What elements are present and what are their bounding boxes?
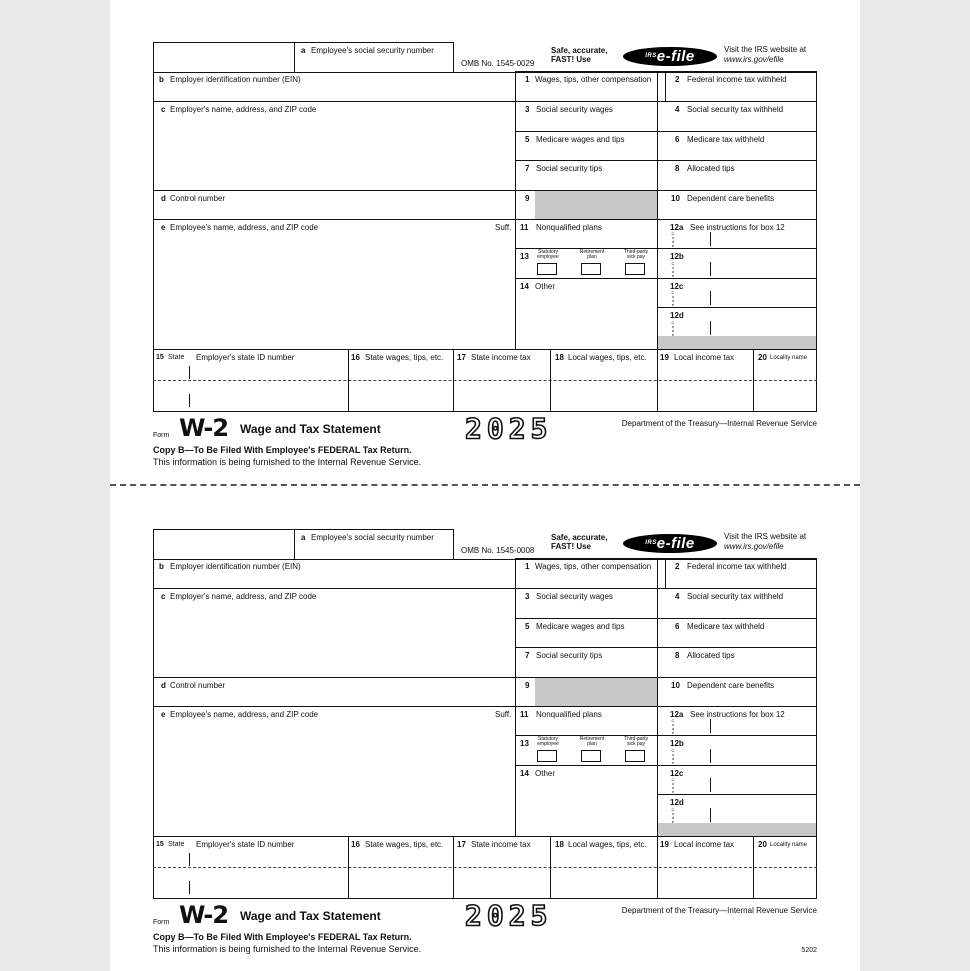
- furnished-irs-text: This information is being furnished to the Internal Revenue Service.: [153, 457, 422, 467]
- third-party-sick-pay-label: Third-party sick pay: [623, 736, 649, 747]
- box-2-number: 2: [675, 562, 680, 571]
- form-word: Form: [153, 919, 170, 926]
- box-14-number: 14: [520, 769, 529, 778]
- box-12d-code-label: C o d e: [671, 807, 675, 824]
- box-13-number: 13: [520, 252, 529, 261]
- box-6-number: 6: [675, 622, 680, 631]
- box-c-letter: c: [161, 592, 166, 601]
- visit-irs-text: Visit the IRS website at: [724, 532, 807, 541]
- box-19-number: 19: [660, 840, 669, 849]
- third-party-sick-pay-label: Third-party sick pay: [623, 249, 649, 260]
- box-18-label: Local wages, tips, etc.: [568, 353, 647, 362]
- tax-year: 2025: [465, 899, 553, 932]
- box-15-number: 15: [156, 841, 164, 848]
- retirement-plan-checkbox[interactable]: [581, 750, 601, 762]
- box-20-number: 20: [758, 353, 767, 362]
- box-e-letter: e: [161, 223, 166, 232]
- box-5-label: Medicare wages and tips: [536, 622, 625, 631]
- box-e-letter: e: [161, 710, 166, 719]
- box-a-letter: a: [301, 533, 306, 542]
- form-word: Form: [153, 432, 170, 439]
- statutory-employee-checkbox[interactable]: [537, 263, 557, 275]
- box-19-label: Local income tax: [674, 840, 735, 849]
- efile-irs-text: IRS: [645, 540, 657, 546]
- box-10-label: Dependent care benefits: [687, 681, 775, 690]
- box-20-label: Locality name: [770, 355, 808, 361]
- box-4-number: 4: [675, 105, 680, 114]
- box-5-label: Medicare wages and tips: [536, 135, 625, 144]
- box-12d-number: 12d: [670, 311, 684, 320]
- box-14-number: 14: [520, 282, 529, 291]
- box-3-label: Social security wages: [536, 592, 613, 601]
- box-12a-label: See instructions for box 12: [690, 223, 785, 232]
- box-5-number: 5: [525, 135, 530, 144]
- box-16-label: State wages, tips, etc.: [365, 353, 444, 362]
- box-6-number: 6: [675, 135, 680, 144]
- box-18-label: Local wages, tips, etc.: [568, 840, 647, 849]
- box-a-label: Employee's social security number: [311, 533, 434, 542]
- box-10-number: 10: [671, 194, 680, 203]
- box-17-label: State income tax: [471, 353, 531, 362]
- wage-tax-statement-title: Wage and Tax Statement: [240, 909, 381, 923]
- box-14-label: Other: [535, 769, 556, 778]
- irs-efile-logo: [623, 47, 717, 66]
- box-1-label: Wages, tips, other compensation: [535, 562, 652, 571]
- box-12d-number: 12d: [670, 798, 684, 807]
- box-19-number: 19: [660, 353, 669, 362]
- box-4-label: Social security tax withheld: [687, 105, 784, 114]
- box-b-letter: b: [159, 562, 164, 571]
- statutory-employee-label: Statutory employee: [537, 736, 559, 747]
- box-7-label: Social security tips: [536, 164, 603, 173]
- box-12a-code-label: C o d e: [671, 231, 675, 248]
- box-17-label: State income tax: [471, 840, 531, 849]
- safe-accurate-text: Safe, accurate,: [551, 533, 608, 542]
- box-d-label: Control number: [170, 681, 226, 690]
- irs-url: www.irs.gov/efile: [724, 55, 784, 64]
- statutory-employee-checkbox[interactable]: [537, 750, 557, 762]
- department-treasury-text: Department of the Treasury—Internal Revenue Service: [621, 419, 817, 428]
- box-11-number: 11: [520, 710, 529, 719]
- box-1-number: 1: [525, 75, 530, 84]
- box-4-label: Social security tax withheld: [687, 592, 784, 601]
- box-17-number: 17: [457, 840, 466, 849]
- box-12a-label: See instructions for box 12: [690, 710, 785, 719]
- box-16-label: State wages, tips, etc.: [365, 840, 444, 849]
- omb-number: OMB No. 1545-0029: [461, 59, 535, 68]
- box-b-label: Employer identification number (EIN): [170, 75, 301, 84]
- efile-irs-text: IRS: [645, 53, 657, 59]
- copy-b-text: Copy B—To Be Filed With Employee's FEDERAL Tax Return.: [153, 932, 412, 942]
- box-1-label: Wages, tips, other compensation: [535, 75, 652, 84]
- box-16-number: 16: [351, 353, 360, 362]
- suffix-label: Suff.: [495, 223, 512, 232]
- third-party-sick-pay-checkbox[interactable]: [625, 750, 645, 762]
- box-9-number: 9: [525, 681, 530, 690]
- box-15-label: State: [168, 841, 185, 848]
- box-12b-number: 12b: [670, 252, 684, 261]
- box-b-label: Employer identification number (EIN): [170, 562, 301, 571]
- box-c-letter: c: [161, 105, 166, 114]
- safe-accurate-text: Safe, accurate,: [551, 46, 608, 55]
- box-12a-number: 12a: [670, 223, 684, 232]
- box-a-label: Employee's social security number: [311, 46, 434, 55]
- box-12c-code-label: C o d e: [671, 777, 675, 794]
- box-b-letter: b: [159, 75, 164, 84]
- box-10-number: 10: [671, 681, 680, 690]
- state-id-label: Employer's state ID number: [196, 353, 295, 362]
- box-10-label: Dependent care benefits: [687, 194, 775, 203]
- box-12c-number: 12c: [670, 282, 684, 291]
- retirement-plan-label: Retirement plan: [579, 249, 605, 260]
- box-d-label: Control number: [170, 194, 226, 203]
- box-3-number: 3: [525, 105, 530, 114]
- box-18-number: 18: [555, 353, 564, 362]
- box-12c-number: 12c: [670, 769, 684, 778]
- box-e-label: Employee's name, address, and ZIP code: [170, 710, 319, 719]
- visit-irs-text: Visit the IRS website at: [724, 45, 807, 54]
- w2-form-2: [153, 529, 817, 959]
- box-19-label: Local income tax: [674, 353, 735, 362]
- irs-efile-logo: [623, 534, 717, 553]
- furnished-irs-text: This information is being furnished to the Internal Revenue Service.: [153, 944, 422, 954]
- box-11-number: 11: [520, 223, 529, 232]
- box-7-number: 7: [525, 164, 530, 173]
- box-d-letter: d: [161, 681, 166, 690]
- omb-number: OMB No. 1545-0008: [461, 546, 535, 555]
- box-6-label: Medicare tax withheld: [687, 622, 765, 631]
- box-3-label: Social security wages: [536, 105, 613, 114]
- box-12b-number: 12b: [670, 739, 684, 748]
- box-2-number: 2: [675, 75, 680, 84]
- box-11-label: Nonqualified plans: [536, 223, 602, 232]
- box-e-label: Employee's name, address, and ZIP code: [170, 223, 319, 232]
- irs-url: www.irs.gov/efile: [724, 542, 784, 551]
- box-18-number: 18: [555, 840, 564, 849]
- box-a-letter: a: [301, 46, 306, 55]
- box-3-number: 3: [525, 592, 530, 601]
- box-6-label: Medicare tax withheld: [687, 135, 765, 144]
- department-treasury-text: Department of the Treasury—Internal Revenue Service: [621, 906, 817, 915]
- box-2-label: Federal income tax withheld: [687, 562, 787, 571]
- fast-use-text: FAST! Use: [551, 542, 592, 551]
- box-c-label: Employer's name, address, and ZIP code: [170, 592, 317, 601]
- box-14-label: Other: [535, 282, 556, 291]
- statutory-employee-label: Statutory employee: [537, 249, 559, 260]
- box-16-number: 16: [351, 840, 360, 849]
- form-code: 5202: [801, 947, 817, 954]
- box-7-label: Social security tips: [536, 651, 603, 660]
- box-20-label: Locality name: [770, 842, 808, 848]
- suffix-label: Suff.: [495, 710, 512, 719]
- copy-b-text: Copy B—To Be Filed With Employee's FEDERAL Tax Return.: [153, 445, 412, 455]
- box-1-number: 1: [525, 562, 530, 571]
- box-15-label: State: [168, 354, 185, 361]
- box-15-number: 15: [156, 354, 164, 361]
- form-w2-title: W-2: [179, 901, 229, 929]
- box-12b-code-label: C o d e: [671, 261, 675, 278]
- wage-tax-statement-title: Wage and Tax Statement: [240, 422, 381, 436]
- box-c-label: Employer's name, address, and ZIP code: [170, 105, 317, 114]
- fast-use-text: FAST! Use: [551, 55, 592, 64]
- box-8-number: 8: [675, 164, 680, 173]
- retirement-plan-checkbox[interactable]: [581, 263, 601, 275]
- state-id-label: Employer's state ID number: [196, 840, 295, 849]
- box-12b-code-label: C o d e: [671, 748, 675, 765]
- box-8-number: 8: [675, 651, 680, 660]
- box-12c-code-label: C o d e: [671, 290, 675, 307]
- box-8-label: Allocated tips: [687, 651, 735, 660]
- box-12a-number: 12a: [670, 710, 684, 719]
- box-17-number: 17: [457, 353, 466, 362]
- efile-text: e-file: [656, 48, 695, 65]
- tax-year: 2025: [465, 412, 553, 445]
- box-5-number: 5: [525, 622, 530, 631]
- box-12a-code-label: C o d e: [671, 718, 675, 735]
- box-20-number: 20: [758, 840, 767, 849]
- efile-text: e-file: [656, 535, 695, 552]
- retirement-plan-label: Retirement plan: [579, 736, 605, 747]
- box-7-number: 7: [525, 651, 530, 660]
- box-9-number: 9: [525, 194, 530, 203]
- box-d-letter: d: [161, 194, 166, 203]
- box-2-label: Federal income tax withheld: [687, 75, 787, 84]
- box-8-label: Allocated tips: [687, 164, 735, 173]
- box-4-number: 4: [675, 592, 680, 601]
- box-13-number: 13: [520, 739, 529, 748]
- form-w2-title: W-2: [179, 414, 229, 442]
- w2-form-1: [153, 42, 817, 472]
- perforation-line: [110, 484, 860, 486]
- box-12d-code-label: C o d e: [671, 320, 675, 337]
- third-party-sick-pay-checkbox[interactable]: [625, 263, 645, 275]
- box-11-label: Nonqualified plans: [536, 710, 602, 719]
